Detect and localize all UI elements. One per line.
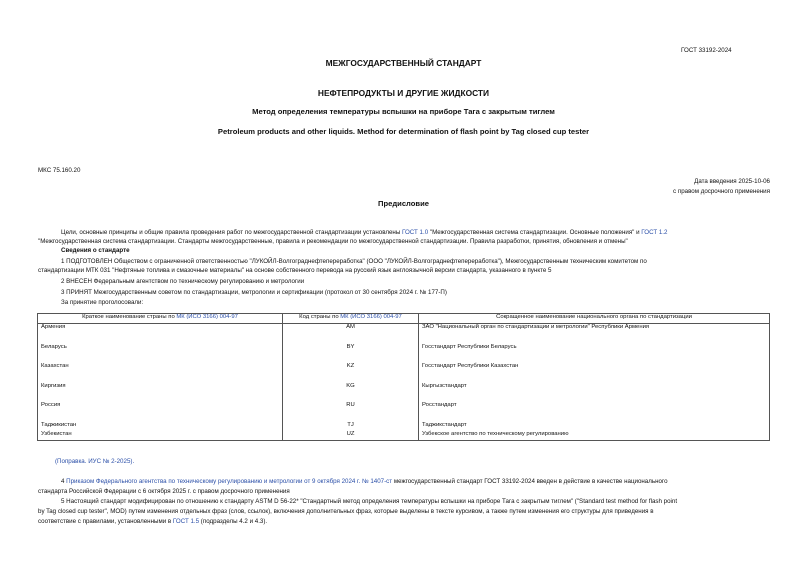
org-cell: Росстандарт [419, 402, 770, 422]
item-1-line-1: 1 ПОДГОТОВЛЕН Обществом с ограниченной ответственностью "ЛУКОЙЛ-Волгограднефтепереработка" (ООО "ЛУКОЙЛ-Волгограднефтепереработка"), Межгосударственным техническим комитетом по [61, 258, 647, 265]
table-row [38, 324, 770, 344]
item-1-line-2: стандартизации МТК 031 "Нефтяные топлива и смазочные материалы" на основе собственного перевода на русский язык англоязычной версии стандарта, указанного в пункте 5 [38, 267, 552, 274]
title-ru: НЕФТЕПРОДУКТЫ И ДРУГИЕ ЖИДКОСТИ [317, 88, 490, 98]
country-cell: Киргизия [38, 383, 283, 403]
paragraph-text: "Межгосударственная система стандартизации. Основные положения" и [428, 229, 642, 236]
header-code: Код страны по МК (ИСО 3166) 004-97 [283, 314, 419, 324]
table-row [38, 402, 770, 422]
code-cell: KZ [283, 363, 419, 383]
org-cell: Кыргызстандарт [419, 383, 770, 403]
intro-date: Дата введения 2025-10-06 [694, 178, 770, 185]
item-2: 2 ВНЕСЕН Федеральным агентством по техническому регулированию и метрологии [61, 278, 305, 285]
item-4-line-1: 4 Приказом Федерального агентства по техническому регулированию и метрологии от 9 октября 2024 г. № 1407-ст межгосударственный стандарт ГОСТ 33192-2024 введен в действие в качестве национального [61, 478, 668, 485]
item-4-line-2: стандарта Российской Федерации с 6 октября 2025 г. с правом досрочного применения [38, 488, 290, 495]
org-cell: Госстандарт Республики Беларусь [419, 344, 770, 364]
subtitle-ru: Метод определения температуры вспышки на приборе Тага с закрытым тиглем [252, 107, 555, 116]
code-cell: BY [283, 344, 419, 364]
amendment-link[interactable]: (Поправка. ИУС № 2-2025). [55, 458, 135, 465]
table-row [38, 363, 770, 383]
gost-1-2-link[interactable]: ГОСТ 1.2 [641, 229, 668, 236]
code-cell: AM [283, 324, 419, 344]
table-row [38, 422, 770, 431]
table-row [38, 431, 770, 441]
country-cell: Казахстан [38, 363, 283, 383]
org-cell: ЗАО "Национальный орган по стандартизации и метрологии" Республики Армения [419, 324, 770, 344]
about-heading: Сведения о стандарте [61, 247, 130, 254]
header-country: Краткое наименование страны по МК (ИСО 3166) 004-97 [38, 314, 283, 324]
item-3: 3 ПРИНЯТ Межгосударственным советом по стандартизации, метрологии и сертификации (протокол от 30 сентября 2024 г. № 177-П) [61, 289, 447, 296]
item-5-line-3: соответствие с правилами, установленными в ГОСТ 1.5 (подразделы 4.2 и 4.3). [38, 518, 268, 525]
paragraph-goals-cont: "Межгосударственная система стандартизации. Стандарты межгосударственные, правила и рекомендации по межгосударственной стандартизации. Правила разработки, принятия, обновления и отмены" [38, 238, 628, 245]
doc-number: ГОСТ 33192-2024 [681, 47, 732, 54]
table-row [38, 383, 770, 403]
mks-code: МКС 75.160.20 [38, 167, 81, 174]
early-application: с правом досрочного применения [673, 188, 770, 195]
country-cell: Армения [38, 324, 283, 344]
org-cell: Госстандарт Республики Казахстан [419, 363, 770, 383]
foreword-heading: Предисловие [378, 199, 429, 208]
voting-table [37, 313, 770, 441]
code-cell: TJ [283, 422, 419, 431]
paragraph-text: Цели, основные принципы и общие правила проведения работ по межгосударственной стандартизации установлены [61, 229, 402, 236]
voted-label: За принятие проголосовали: [61, 299, 144, 306]
code-cell: RU [283, 402, 419, 422]
item-5-line-2: by Tag closed cup tester", MOD) путем изменения отдельных фраз (слов, ссылок), включения дополнительных фраз, которые выделены в тексте курсивом, а также путем изменения его структуры для приведения в [38, 508, 654, 515]
header-org: Сокращенное наименование национального органа по стандартизации [419, 314, 770, 324]
mk-iso-link[interactable]: МК (ИСО 3166) 004-97 [176, 314, 238, 320]
code-cell: UZ [283, 431, 419, 441]
table-row [38, 344, 770, 364]
gost-1-0-link[interactable]: ГОСТ 1.0 [401, 229, 429, 236]
country-cell: Россия [38, 402, 283, 422]
country-cell: Беларусь [38, 344, 283, 364]
paragraph-goals [61, 229, 771, 238]
order-link[interactable]: Приказом Федерального агентства по техническому регулированию и метрологии от 9 октября 2024 г. № 1407-ст [66, 478, 393, 485]
code-cell: KG [283, 383, 419, 403]
org-cell: Таджикстандарт [419, 422, 770, 431]
org-cell: Узбекское агентство по техническому регулированию [419, 431, 770, 441]
standard-type: МЕЖГОСУДАРСТВЕННЫЙ СТАНДАРТ [325, 58, 482, 68]
title-en: Petroleum products and other liquids. Method for determination of flash point by Tag closed cup tester [217, 127, 590, 136]
item-5-line-1: 5 Настоящий стандарт модифицирован по отношению к стандарту ASTM D 56-22* "Стандартный метод определения температуры вспышки на приборе Тага с закрытым тиглем" ("Standard test method for flash point [61, 498, 678, 505]
country-cell: Узбекистан [38, 431, 283, 441]
gost-1-5-link[interactable]: ГОСТ 1.5 [172, 518, 200, 525]
mk-iso-link[interactable]: МК (ИСО 3166) 004-97 [340, 314, 402, 320]
country-cell: Таджикистан [38, 422, 283, 431]
